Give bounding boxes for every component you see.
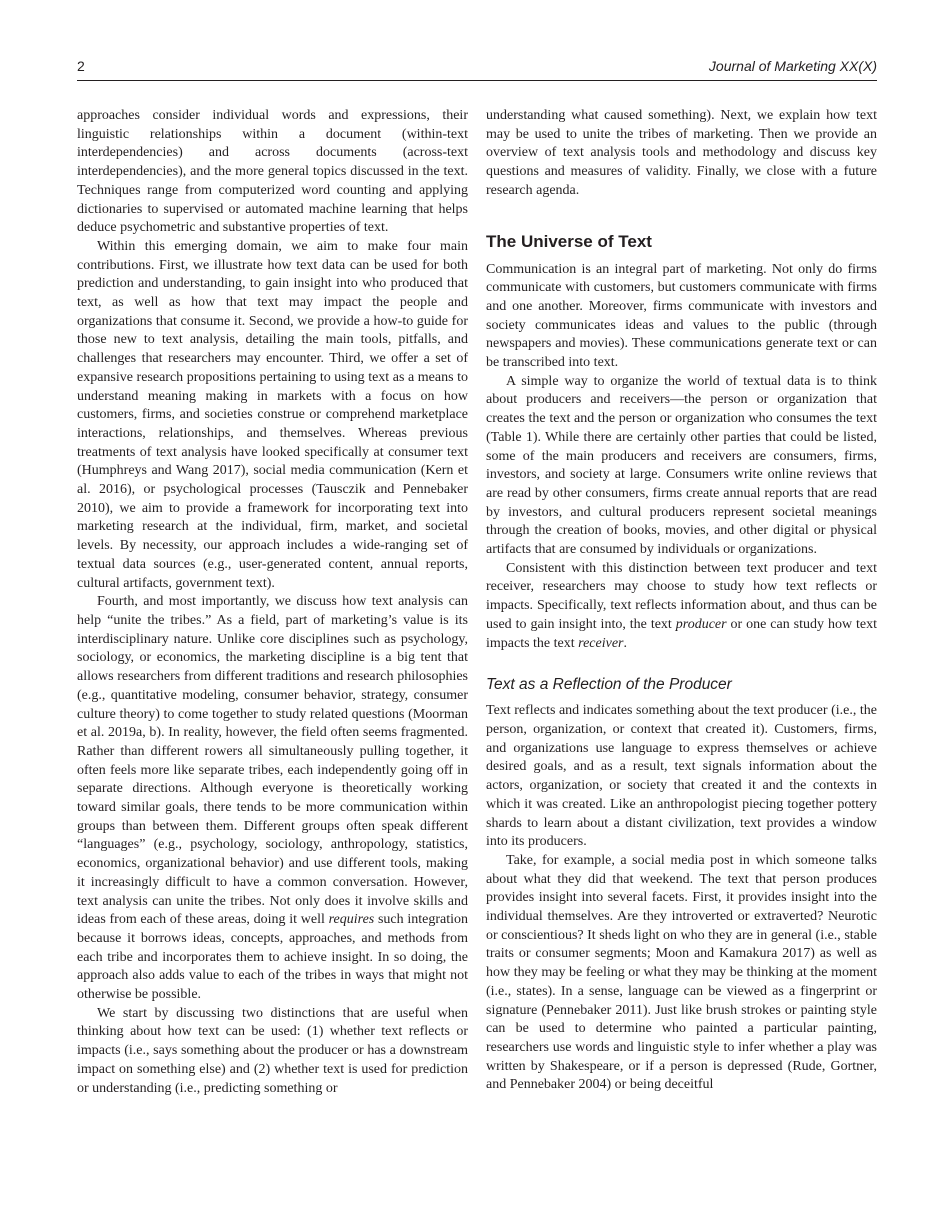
paragraph: We start by discussing two distinctions that are useful when thinking about how text can be used: (1) whether text reflects or impacts (i.e., says something about the producer or has a downstream impact on something else) and (2) whether text is used for prediction or understanding (i.e., predicting something or <box>77 1005 468 1096</box>
paragraph-text: Consistent with this distinction between text producer and text receiver, researchers may choose to study how text reflects or impacts. Specifically, text reflects information about, and thus can be used to gain insight into, the text <box>486 560 877 632</box>
header-rule <box>77 80 877 81</box>
page-number: 2 <box>77 58 85 74</box>
paragraph: Take, for example, a social media post in which someone talks about what they did that weekend. The text that person produces provides insight into several facets. First, it provides insight into the individual themselves. Are they introverted or extraverted? Neurotic or conscientious? It sheds light on who they are in general (i.e., stable traits or consumer segments; Moon and Kamakura 2017) as well as how they may be feeling or what they may be thinking at the moment (i.e., states). In a sense, language can be viewed as a fingerprint or signature (Pennebaker 2011). Just like brush strokes or painting style can be used to determine who painted a particular painting, researchers use words and linguistic style to infer whether a play was written by Shakespeare, or if a person is depressed (Rude, Gortner, and Pennebaker 2004) or being deceitful <box>486 852 877 1093</box>
paragraph <box>486 560 877 654</box>
paragraph-text: or one can study how text impacts the text <box>486 616 877 651</box>
emphasis-text: receiver <box>578 635 624 651</box>
right-column <box>486 107 877 1095</box>
paragraph <box>77 593 468 1004</box>
paragraph: Within this emerging domain, we aim to make four main contributions. First, we illustrate how text data can be used for both prediction and understanding, to gain insight into who produced that text, as well as how that text may impact the people and organizations that consume it. Second, we provide a how-to guide for those new to text analysis, detailing the main tools, pitfalls, and challenges that researchers may encounter. Third, we offer a set of expansive research propositions pertaining to using text as a means to understand meaning making in markets with a focus on how customers, firms, and societies construe or comprehend marketplace interactions, relationships, and themselves. Whereas previous treatments of text analysis have looked specifically at consumer text (Humphreys and Wang 2017), social media communication (Kern et al. 2016), or psychological processes (Tausczik and Pennebaker 2010), we aim to provide a framework for incorporating text into marketing research at the individual, firm, market, and societal levels. By necessity, our approach includes a wide-ranging set of textual data sources (e.g., user-generated content, annual reports, cultural artifacts, government text). <box>77 238 468 591</box>
page-header <box>77 54 877 80</box>
left-column <box>77 107 468 1098</box>
paragraph-text: . <box>623 635 627 651</box>
paragraph: Communication is an integral part of marketing. Not only do firms communicate with customers, but customers communicate with firms and one another. Moreover, firms communicate with investors and society communicates ideas and values to the public (through newspapers and movies). These communications generate text or can be transcribed into text. <box>486 261 877 371</box>
emphasis-text: requires <box>328 912 375 928</box>
paragraph-text: Fourth, and most importantly, we discuss how text analysis can help “unite the tribes.” As a field, part of marketing’s value is its interdisciplinary nature. Unlike core disciplines such as psychology, sociology, or economics, the marketing discipline is a big tent that allows researchers from different traditions and research philosophies (e.g., quantitative modeling, consumer behavior, strategy, consumer culture theory) to come together to study related questions (Moorman et al. 2019a, b). In reality, however, the field often seems fragmented. Rather than different rowers all simultaneously pulling together, it often feels more like separate tribes, each independently going off in separate directions. Although everyone is theoretically working toward similar goals, there tends to be more communication within groups than between them. Different groups often speak different “languages” (e.g., psychology, sociology, anthropology, statistics, economics, organizational behavior) and use different tools, making it increasingly difficult to have a common conversation. However, text analysis can unite the tribes. Not only does it involve skills and ideas from each of these areas, doing it well <box>77 594 468 928</box>
emphasis-text: producer <box>675 616 727 632</box>
paragraph: approaches consider individual words and expressions, their linguistic relationships within a document (within-text interdependencies) and across documents (across-text interdependencies), and the more general topics discussed in the text. Techniques range from computerized word counting and applying dictionaries to supervised or automated machine learning that helps deduce psychometric and substantive properties of text. <box>77 108 468 236</box>
paragraph: A simple way to organize the world of textual data is to think about producers and receivers—the person or organization that creates the text and the person or organization who consumes the text (Table 1). While there are certainly other parties that could be listed, some of the main producers and receivers are consumers, firms, investors, and society at large. Consumers write online reviews that are read by other consumers, firms create annual reports that are read by investors, and cultural producers represent societal meanings through the creation of books, movies, and other digital or physical artifacts that are consumed by individuals or organizations. <box>486 373 877 558</box>
section-heading: The Universe of Text <box>486 231 652 251</box>
paragraph-text: such integration because it borrows ideas, concepts, approaches, and methods from each tribe and incorporates them to achieve insight. In so doing, the approach also adds value to each of the tribes in ways that might not otherwise be possible. <box>77 912 468 1003</box>
subsection-heading: Text as a Reflection of the Producer <box>486 676 732 694</box>
paragraph: Text reflects and indicates something about the text producer (i.e., the person, organization, or context that created it). Customers, firms, and organizations use language to express themselves or achieve desired goals, and as a result, text signals information about the actors, organization, or society that created it and the contexts in which it was created. Like an anthropologist piecing together pottery shards to learn about a distant civilization, text provides a window into its producers. <box>486 703 877 850</box>
paragraph: understanding what caused something). Next, we explain how text may be used to unite the tribes of marketing. Then we provide an overview of text analysis tools and methodology and discuss key questions and measures of validity. Finally, we close with a future research agenda. <box>486 108 877 198</box>
running-head: Journal of Marketing XX(X) <box>708 58 877 74</box>
